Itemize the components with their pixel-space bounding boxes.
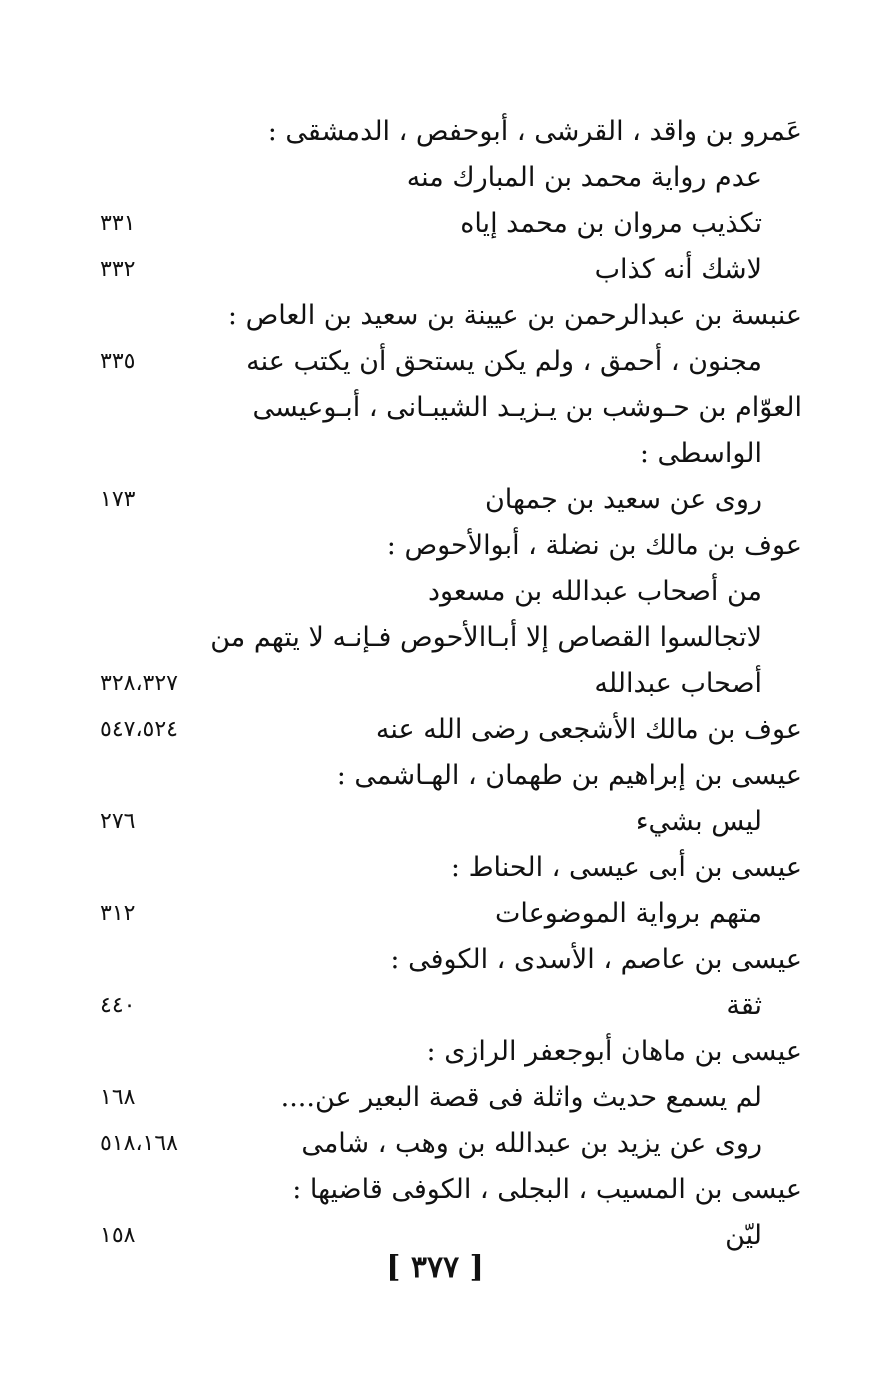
entry-heading: عيسى بن أبى عيسى ، الحناط :: [450, 852, 802, 883]
page-number: [ ٣٧٧ ]: [386, 1250, 484, 1285]
entry-heading: عوف بن مالك بن نضلة ، أبوالأحوص :: [386, 530, 802, 561]
page-reference: ٥٤٧،٥٢٤: [100, 717, 178, 742]
page-reference: ٥١٨،١٦٨: [100, 1131, 178, 1156]
entry-note: مجنون ، أحمق ، ولم يكن يستحق أن يكتب عنه: [246, 346, 762, 377]
page-reference: ١٦٨: [100, 1085, 136, 1110]
entry-note: أصحاب عبدالله: [594, 668, 762, 699]
entry-note: ثقة: [726, 990, 762, 1021]
entry-heading: عيسى بن المسيب ، البجلى ، الكوفى قاضيها :: [292, 1174, 802, 1205]
page-reference: ١٧٣: [100, 487, 136, 512]
page-reference: ٣١٢: [100, 901, 136, 926]
entry-note: ليّن: [725, 1220, 762, 1251]
page-number-footer: [0, 1246, 870, 1290]
entry-heading: عَمرو بن واقد ، القرشى ، أبوحفص ، الدمشقى :: [267, 116, 802, 147]
entry-note: روى عن يزيد بن عبدالله بن وهب ، شامى: [301, 1128, 762, 1159]
entry-note: ليس بشيء: [635, 806, 762, 837]
page-reference: ٤٤٠: [100, 993, 136, 1018]
page-reference: ٣٣٢: [100, 257, 136, 282]
entry-heading: العوّام بن حـوشب بن يـزيـد الشيبـانى ، أبـوعيسى: [252, 392, 802, 423]
entry-note: متهم برواية الموضوعات: [494, 898, 762, 929]
page-reference: ٣٣١: [100, 211, 136, 236]
entry-heading: عنبسة بن عبدالرحمن بن عيينة بن سعيد بن العاص :: [227, 300, 802, 331]
entry-note: لم يسمع حديث واثلة فى قصة البعير عن....: [280, 1082, 762, 1113]
entry-note: لاتجالسوا القصاص إلا أبـاالأحوص فـإنـه لا يتهم من: [210, 622, 762, 653]
entry-heading: عيسى بن إبراهيم بن طهمان ، الهـاشمى :: [336, 760, 802, 791]
page-reference: ٣٣٥: [100, 349, 136, 374]
entry-note: تكذيب مروان بن محمد إياه: [460, 208, 762, 239]
entry-note: من أصحاب عبدالله بن مسعود: [427, 576, 762, 607]
entry-heading-continuation: الواسطى :: [639, 438, 762, 469]
entry-heading: عيسى بن عاصم ، الأسدى ، الكوفى :: [390, 944, 802, 975]
entry-note: لاشك أنه كذاب: [594, 254, 762, 285]
page-reference: ٣٢٨،٣٢٧: [100, 671, 178, 696]
entry-heading: عوف بن مالك الأشجعى رضى الله عنه: [375, 714, 802, 745]
page-reference: ٢٧٦: [100, 809, 136, 834]
entry-heading: عيسى بن ماهان أبوجعفر الرازى :: [426, 1036, 802, 1067]
entry-note: روى عن سعيد بن جمهان: [484, 484, 762, 515]
page-reference: ١٥٨: [100, 1223, 136, 1248]
entry-note: عدم رواية محمد بن المبارك منه: [406, 162, 762, 193]
